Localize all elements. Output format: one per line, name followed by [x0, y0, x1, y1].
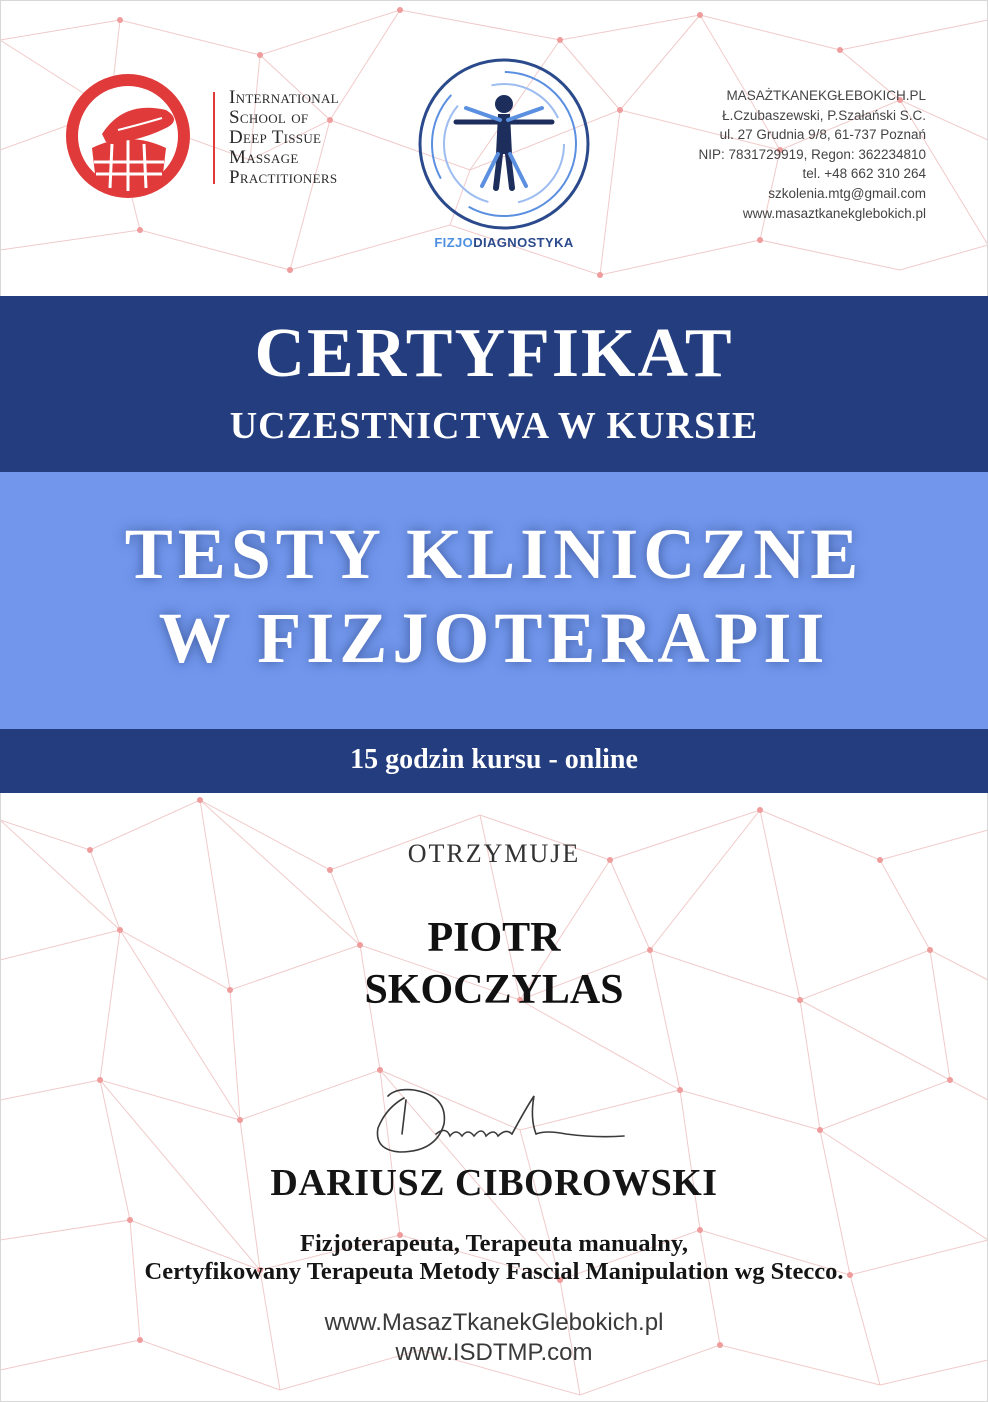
receives-label: OTRZYMUJE — [407, 839, 581, 868]
signer-name: DARIUSZ CIBOROWSKI — [270, 1162, 718, 1204]
contact-line: NIP: 7831729919, Regon: 362234810 — [698, 146, 926, 162]
website-link[interactable]: www.MasazTkanekGlebokich.pl — [324, 1309, 664, 1336]
contact-info — [596, 86, 926, 223]
recipient-name — [0, 912, 988, 1016]
school-name-line: Practitioners — [229, 167, 338, 188]
footer-websites — [0, 1308, 988, 1368]
wordmark-part-diagnostyka: DIAGNOSTYKA — [473, 235, 574, 250]
certificate-title: CERTYFIKAT — [254, 315, 734, 392]
school-name-line: Massage — [229, 147, 299, 168]
signer-description-line: Certyfikowany Terapeuta Metody Fascial Manipulation wg Stecco. — [144, 1258, 844, 1285]
contact-line: ul. 27 Grudnia 9/8, 61-737 Poznań — [719, 127, 926, 143]
recipient-last-name: SKOCZYLAS — [364, 967, 624, 1013]
contact-line: MASAŻTKANEKGŁEBOKICH.PL — [726, 88, 926, 103]
handwritten-signature — [366, 1078, 636, 1168]
signer-description-line: Fizjoterapeuta, Terapeuta manualny, — [300, 1230, 688, 1257]
course-hours: 15 godzin kursu - online — [350, 744, 638, 775]
signer-description — [0, 1230, 988, 1286]
course-title-line: W FIZJOTERAPII — [158, 598, 830, 678]
school-name — [229, 88, 399, 188]
logo-divider — [213, 92, 215, 184]
wordmark-part-fizjo: FIZJO — [434, 235, 474, 250]
fizjodiagnostyka-wordmark — [404, 235, 604, 250]
contact-line: szkolenia.mtg@gmail.com — [768, 185, 926, 201]
course-title — [0, 512, 988, 680]
website-link[interactable]: www.ISDTMP.com — [395, 1339, 593, 1366]
school-name-line: School of — [229, 107, 309, 128]
contact-line: www.masaztkanekglebokich.pl — [742, 205, 926, 221]
school-name-line: International — [229, 87, 339, 108]
certificate-subtitle: UCZESTNICTWA W KURSIE — [229, 405, 759, 447]
school-logo-icon — [62, 70, 202, 200]
school-name-line: Deep Tissue — [229, 127, 322, 148]
recipient-first-name: PIOTR — [427, 915, 561, 961]
contact-line: tel. +48 662 310 264 — [802, 166, 926, 182]
course-title-line: TESTY KLINICZNE — [124, 514, 864, 594]
contact-line: Ł.Czubaszewski, P.Szałański S.C. — [722, 107, 926, 123]
vitruvian-man-logo-icon — [416, 56, 592, 238]
